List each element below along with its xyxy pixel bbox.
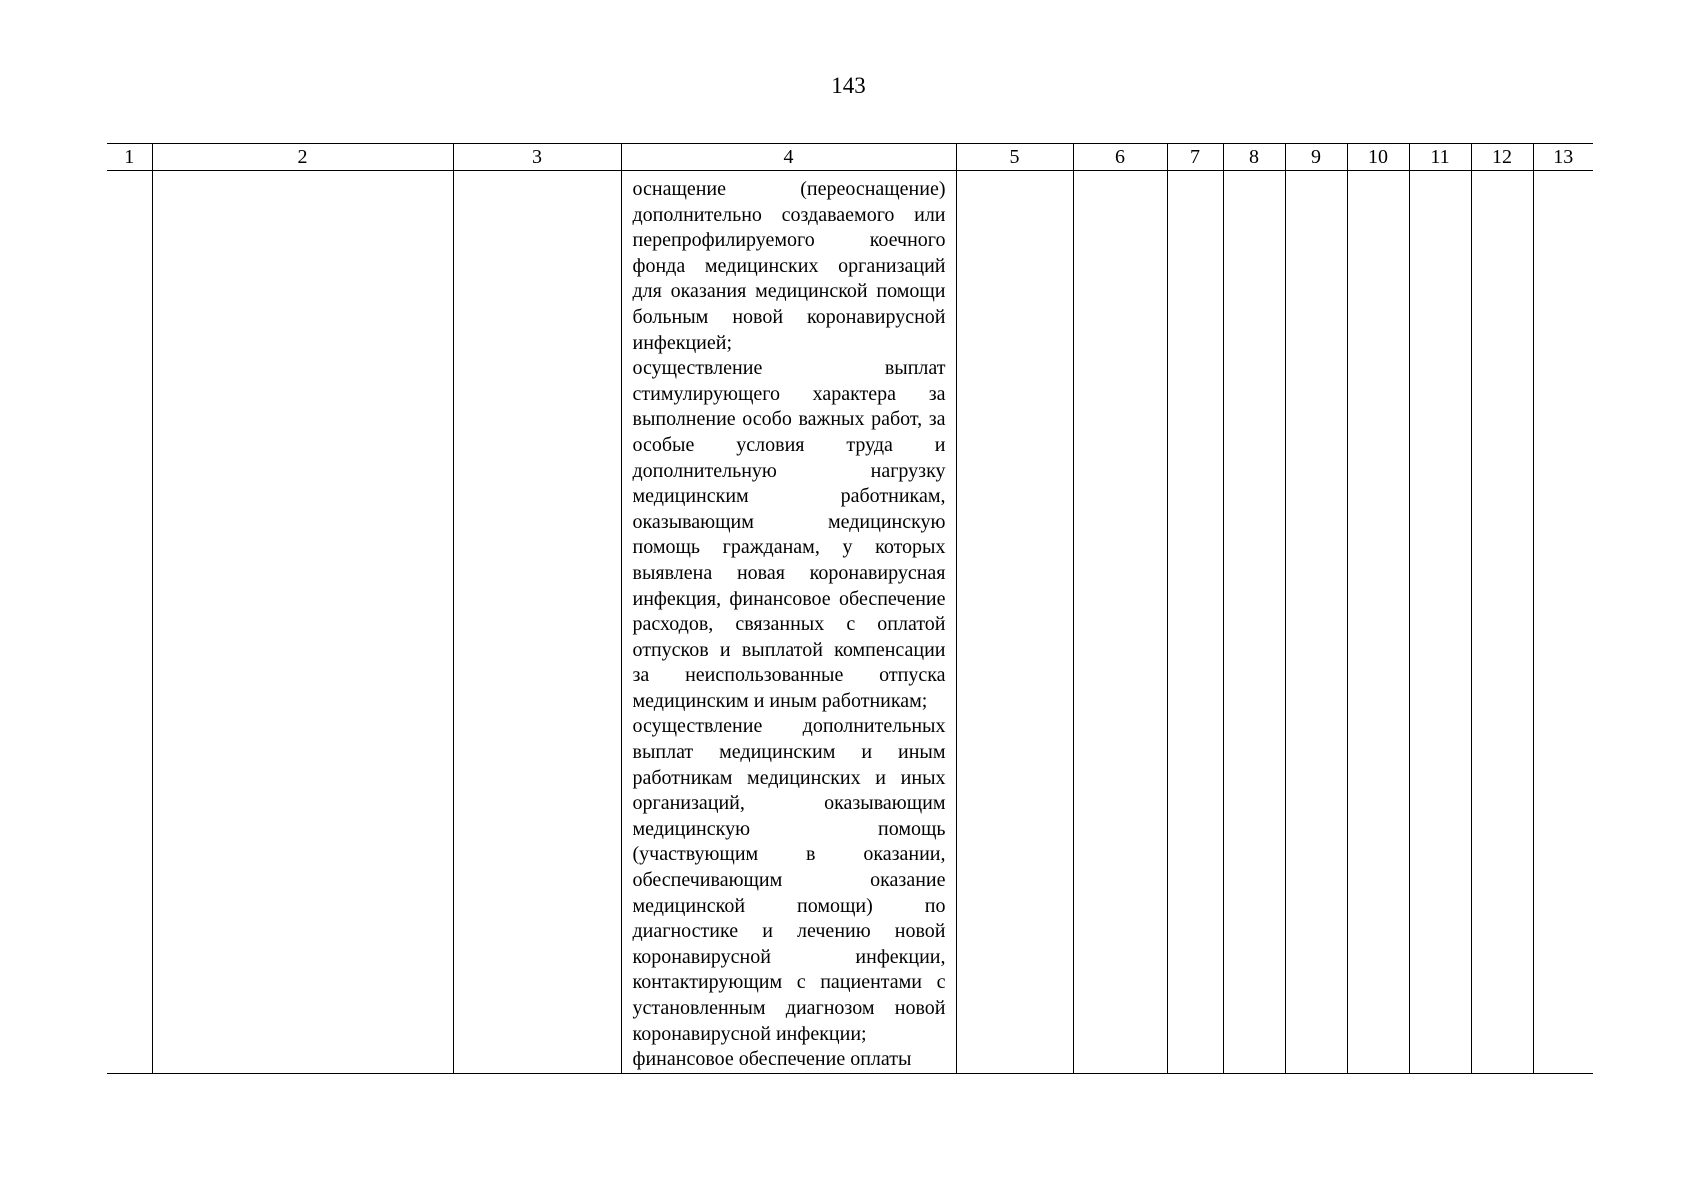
cell-col-9	[1285, 171, 1347, 1074]
column-header-8: 8	[1223, 144, 1285, 171]
cell-col-7	[1167, 171, 1223, 1074]
column-header-12: 12	[1471, 144, 1533, 171]
cell-col-1	[107, 171, 152, 1074]
cell-col-8	[1223, 171, 1285, 1074]
column-header-1: 1	[107, 144, 152, 171]
column-header-5: 5	[956, 144, 1073, 171]
cell-col-10	[1347, 171, 1409, 1074]
cell-col-5	[956, 171, 1073, 1074]
page-number: 143	[831, 73, 866, 98]
cell-col-6	[1073, 171, 1167, 1074]
table-row	[107, 171, 1593, 1074]
measure-paragraph-2: осуществление выплат стимулирующего характера за выполнение особо важных работ, за особые условия труда и дополнительную нагрузку медицинским работникам, оказывающим медицинскую помощь гражданам, у которых выявлена новая коронавирусная инфекция, финансовое обеспечение расходов, связанных с оплатой отпусков и выплатой компенсации за неиспользованные отпуска медицинским и иным работникам;	[632, 357, 946, 712]
cell-col-3	[453, 171, 621, 1074]
measure-paragraph-1: оснащение (переоснащение) дополнительно создаваемого или перепрофилируемого коечного фонда медицинских организаций для оказания медицинской помощи больным новой коронавирусной инфекцией;	[632, 178, 946, 354]
column-header-7: 7	[1167, 144, 1223, 171]
cell-col-13	[1533, 171, 1593, 1074]
column-header-3: 3	[453, 144, 621, 171]
column-header-6: 6	[1073, 144, 1167, 171]
column-header-11: 11	[1409, 144, 1471, 171]
cell-col-11	[1409, 171, 1471, 1074]
measure-paragraph-4: финансовое обеспечение оплаты	[632, 1048, 912, 1071]
column-header-10: 10	[1347, 144, 1409, 171]
measure-paragraph-3: осуществление дополнительных выплат медицинским и иным работникам медицинских и иных организаций, оказывающим медицинскую помощь (участвующим в оказании, обеспечивающим оказание медицинской помощи) по диагностике и лечению новой коронавирусной инфекции, контактирующим с пациентами с установленным диагнозом новой коронавирусной инфекции;	[632, 715, 946, 1045]
column-header-4: 4	[621, 144, 956, 171]
cell-col-2	[152, 171, 453, 1074]
table-header-row	[107, 144, 1593, 171]
column-header-2: 2	[152, 144, 453, 171]
cell-col-4	[621, 171, 956, 1074]
cell-col-12	[1471, 171, 1533, 1074]
column-header-13: 13	[1533, 144, 1593, 171]
document-table	[107, 143, 1593, 1074]
column-header-9: 9	[1285, 144, 1347, 171]
